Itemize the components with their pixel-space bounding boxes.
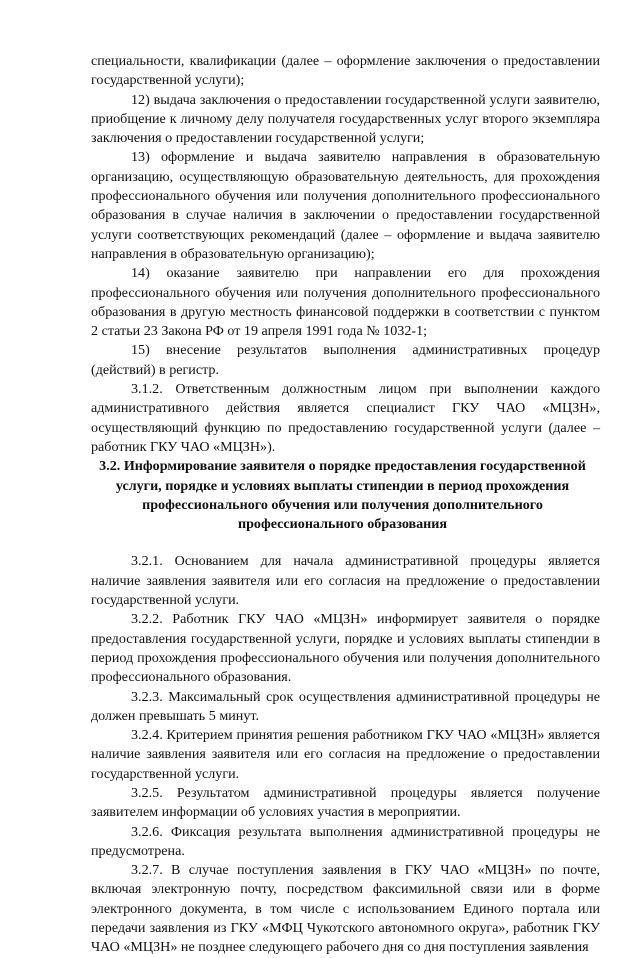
section-heading-3-2: 3.2. Информирование заявителя о порядке предоставления государственной услуги, порядке и условиях выплаты стипендии в период прохождения профессионального обучения или получения дополнительного профессионального образования xyxy=(99,458,586,533)
list-item-14: 14) оказание заявителю при направлении его для прохождения профессионального обучения или получения дополнительного профессионального образования в другую местность финансовой поддержки в соответствии с пунктом 2 статьи 23 Закона РФ от 19 апреля 1991 года № 1032-1; xyxy=(91,265,600,340)
clause-3-2-4: 3.2.4. Критерием принятия решения работником ГКУ ЧАО «МЦЗН» является наличие заявления заявителя или его согласия на предложение о предоставлении государственной услуги. xyxy=(91,727,600,782)
list-item-12: 12) выдача заключения о предоставлении государственной услуги заявителю, приобщение к личному делу получателя государственных услуг второго экземпляра заключения о предоставлении государственной услуги; xyxy=(91,91,600,147)
paragraph-continuation: специальности, квалификации (далее – оформление заключения о предоставлении государственной услуги); xyxy=(91,53,600,89)
clause-3-1-2: 3.1.2. Ответственным должностным лицом при выполнении каждого административного действия является специалист ГКУ ЧАО «МЦЗН», осуществляющий функцию по предоставлению государственной услуги (далее – работник ГКУ ЧАО «МЦЗН»). xyxy=(91,381,600,455)
list-item-15: 15) внесение результатов выполнения административных процедур (действий) в регистр. xyxy=(91,342,600,378)
clause-3-2-2: 3.2.2. Работник ГКУ ЧАО «МЦЗН» информирует заявителя о порядке предоставления государственной услуги, порядке и условиях выплаты стипендии в период прохождения профессионального обучения или получения дополнительного профессионального образования. xyxy=(91,611,600,686)
clause-3-2-6: 3.2.6. Фиксация результата выполнения административной процедуры не предусмотрена. xyxy=(91,823,600,859)
list-item-13: 13) оформление и выдача заявителю направления в образовательную организацию, осуществляющую образовательную деятельность, для прохождения профессионального обучения или получения дополнительного профессионального образования в случае наличия в заключении о предоставлении государственной услуги соответствующих рекомендаций (далее – оформление и выдача заявителю направления в образовательную организацию); xyxy=(91,149,600,262)
clause-3-2-3: 3.2.3. Максимальный срок осуществления административной процедуры не должен превышать 5 минут. xyxy=(91,688,600,724)
clause-3-2-7: 3.2.7. В случае поступления заявления в ГКУ ЧАО «МЦЗН» по почте, включая электронную почту, посредством факсимильной связи или в форме электронного документа, в том числе с использованием Единого портала или передачи заявления из ГКУ «МФЦ Чукотского автономного округа», работник ГКУ ЧАО «МЦЗН» не позднее следующего рабочего дня со дня поступления заявления xyxy=(91,862,600,956)
clause-3-2-5: 3.2.5. Результатом административной процедуры является получение заявителем информации об условиях участия в мероприятии. xyxy=(91,784,600,821)
clause-3-2-1: 3.2.1. Основанием для начала административной процедуры является наличие заявления заявителя или его согласия на предложение о предоставлении государственной услуги. xyxy=(91,553,600,609)
